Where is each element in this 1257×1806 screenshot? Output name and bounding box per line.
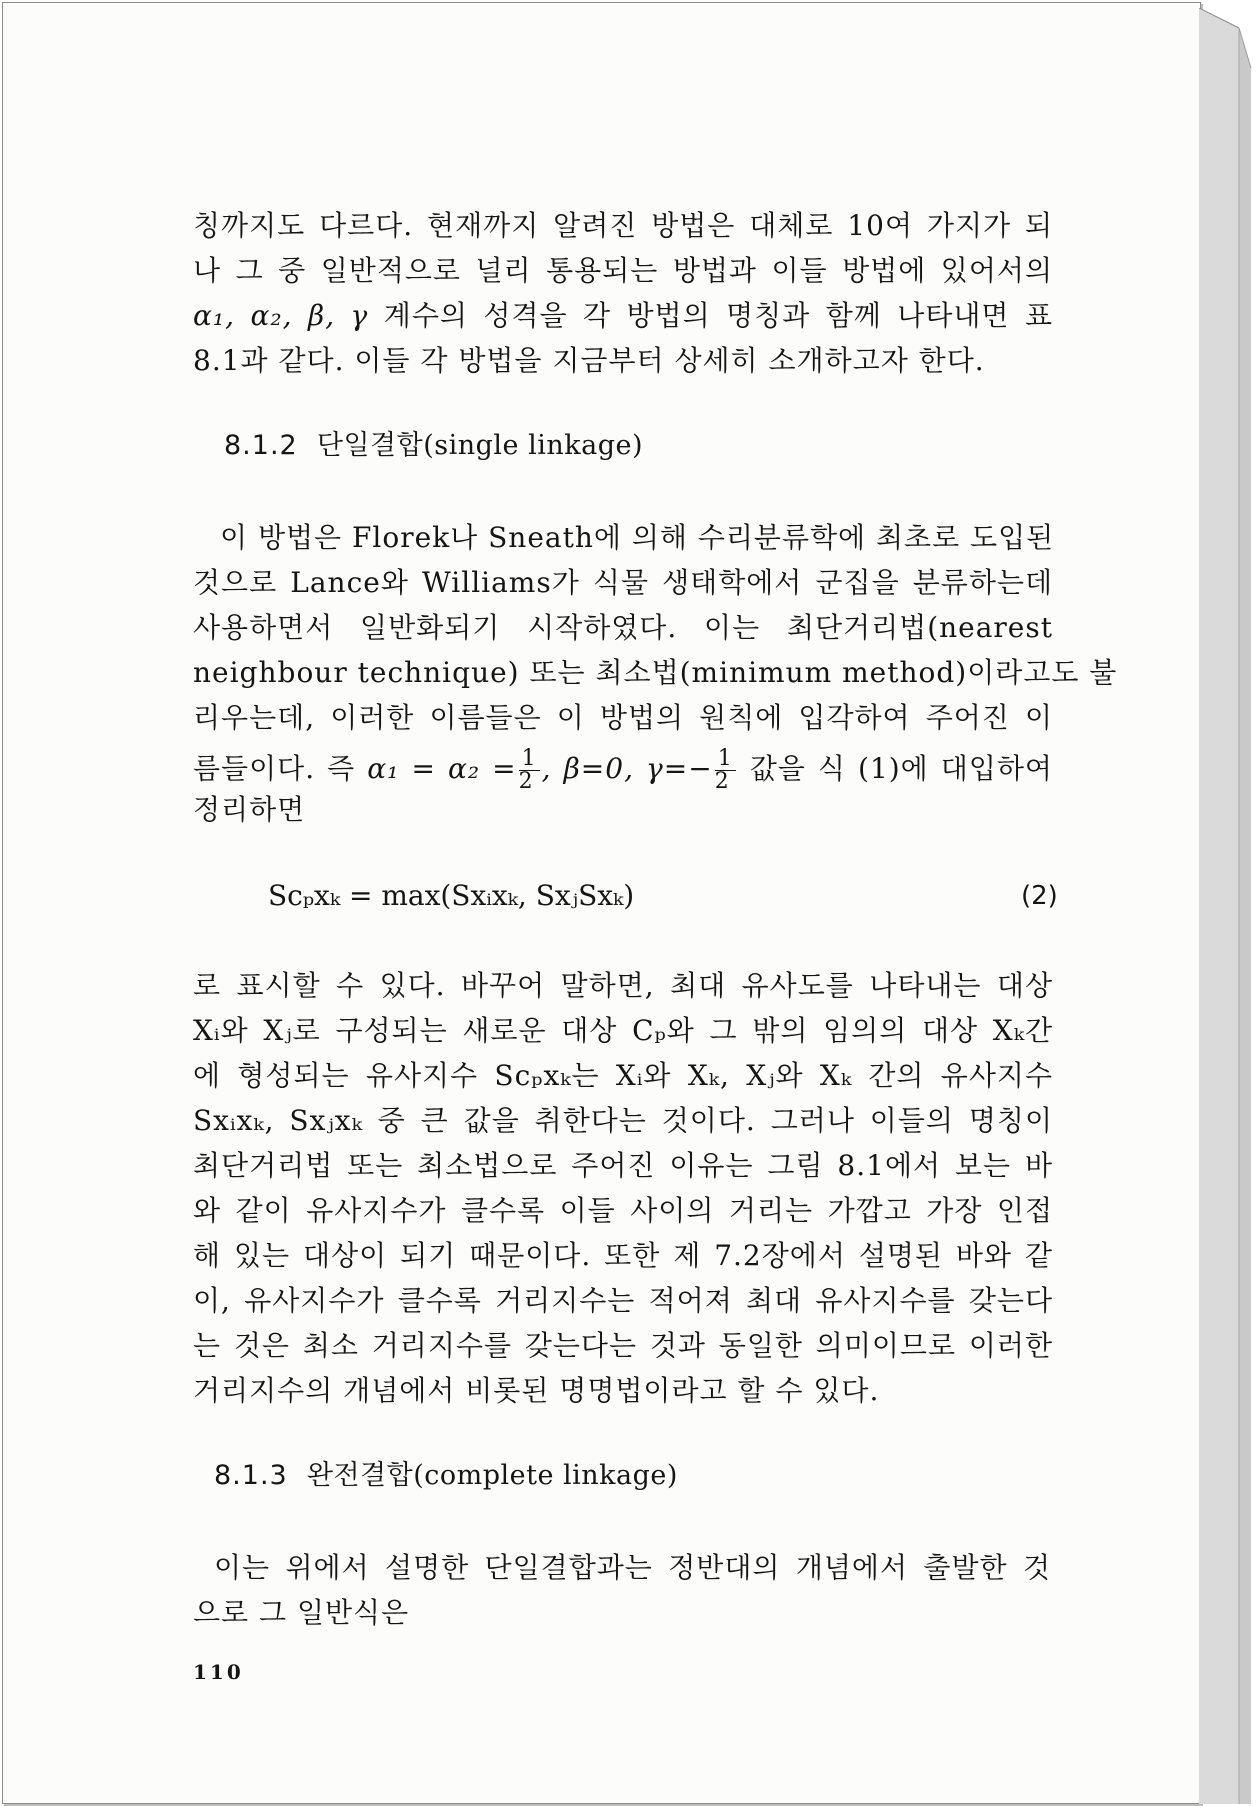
page-spine-edge (1199, 8, 1255, 1804)
fraction-one-half: $\frac{1}{2}$ (519, 748, 540, 793)
text-line: 나 그 중 일반적으로 널리 통용되는 방법과 이들 방법에 있어서의 (193, 254, 1053, 287)
section-number: 8.1.2 (224, 430, 298, 461)
text-line: 8.1과 같다. 이들 각 방법을 지금부터 상세히 소개하고자 한다. (193, 344, 985, 377)
page-number: 110 (193, 1660, 244, 1684)
text-line: 최단거리법 또는 최소법으로 주어진 이유는 그림 8.1에서 보는 바 (193, 1149, 1053, 1182)
beta-gamma-equation: , β=0, γ=− (541, 752, 713, 785)
text-line: 리우는데, 이러한 이름들은 이 방법의 원칙에 입각하여 주어진 이 (193, 701, 1053, 734)
text-line: 사용하면서 일반화되기 시작하였다. 이는 최단거리법(nearest (193, 611, 1053, 644)
section-title: 완전결합(complete linkage) (306, 1460, 678, 1491)
text-line: 이는 위에서 설명한 단일결합과는 정반대의 개념에서 출발한 것 (214, 1551, 1051, 1584)
alpha-equation: α₁ = α₂ = (367, 752, 517, 785)
text-line: 것으로 Lance와 Williams가 식물 생태학에서 군집을 분류하는데 (193, 566, 1053, 599)
text-line: 으로 그 일반식은 (193, 1596, 410, 1629)
text-line: 칭까지도 다르다. 현재까지 알려진 방법은 대체로 10여 가지가 되 (193, 209, 1053, 242)
text-line: 이 방법은 Florek나 Sneath에 의해 수리분류학에 최초로 도입된 (220, 521, 1055, 554)
text-line: Sxᵢxₖ, Sxⱼxₖ 중 큰 값을 취한다는 것이다. 그러나 이들의 명칭이 (193, 1104, 1053, 1137)
equation-2: Scₚxₖ = max(Sxᵢxₖ, SxⱼSxₖ) (268, 879, 635, 912)
text-line: 해 있는 대상이 되기 때문이다. 또한 제 7.2장에서 설명된 바와 같 (193, 1239, 1053, 1272)
section-title: 단일결합(single linkage) (316, 430, 644, 461)
text-line: 정리하면 (193, 793, 306, 826)
text-line: 와 같이 유사지수가 클수록 이들 사이의 거리는 가깝고 가장 인접 (193, 1194, 1053, 1227)
equation-number: (2) (1021, 881, 1058, 911)
text-fragment: 름들이다. 즉 (193, 752, 356, 785)
section-heading-8-1-2 (224, 428, 643, 464)
coefficient-symbols: α₁, α₂, β, γ (193, 299, 369, 332)
text-line: 로 표시할 수 있다. 바꾸어 말하면, 최대 유사도를 나타내는 대상 (193, 969, 1053, 1002)
text-line (193, 745, 1053, 793)
text-line: 는 것은 최소 거리지수를 갖는다는 것과 동일한 의미이므로 이러한 (193, 1329, 1053, 1362)
text-line: neighbour technique) 또는 최소법(minimum method)이라고도 불 (193, 656, 1118, 689)
section-heading-8-1-3 (214, 1458, 678, 1494)
text-fragment: 값을 식 (1)에 대입하여 (749, 752, 1053, 785)
text-line: 에 형성되는 유사지수 Scₚxₖ는 Xᵢ와 Xₖ, Xⱼ와 Xₖ 간의 유사지수 (193, 1059, 1053, 1092)
text-line (193, 298, 1053, 334)
text-fragment: 계수의 성격을 각 방법의 명칭과 함께 나타내면 표 (383, 299, 1053, 332)
text-line: Xᵢ와 Xⱼ로 구성되는 새로운 대상 Cₚ와 그 밖의 임의의 대상 Xₖ간 (193, 1014, 1053, 1047)
text-line: 이, 유사지수가 클수록 거리지수는 적어져 최대 유사지수를 갖는다 (193, 1284, 1053, 1317)
fraction-one-half: $\frac{1}{2}$ (715, 748, 736, 793)
section-number: 8.1.3 (214, 1460, 288, 1491)
text-line: 거리지수의 개념에서 비롯된 명명법이라고 할 수 있다. (193, 1374, 880, 1407)
